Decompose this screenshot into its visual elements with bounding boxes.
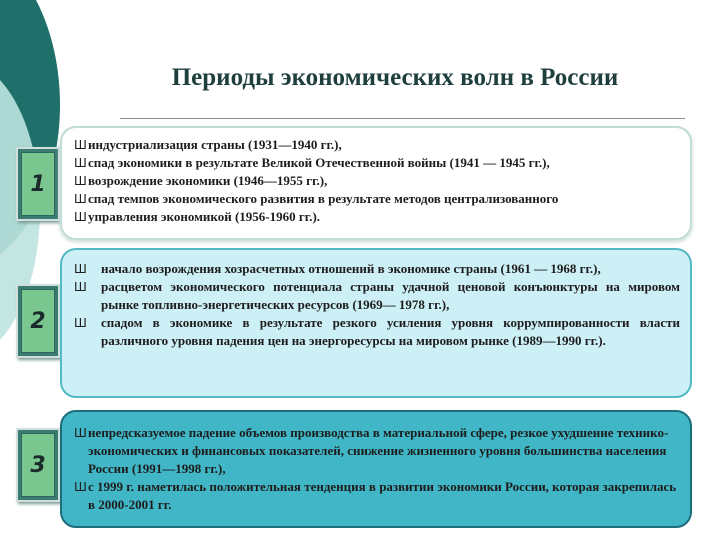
- bullet-glyph: Ш: [74, 192, 87, 206]
- list-item-text: индустриализация страны (1931—1940 гг.),: [88, 137, 342, 152]
- list-item-text: спад темпов экономического развития в результате методов централизованного: [88, 191, 559, 206]
- title-divider: [120, 118, 685, 119]
- bullet-glyph: Ш: [74, 138, 87, 152]
- list-item: [74, 154, 680, 172]
- bullet-glyph: Ш: [74, 262, 87, 276]
- list-item: [74, 260, 680, 278]
- bullet-glyph: Ш: [74, 480, 87, 494]
- list-item-text: начало возрождения хозрасчетных отношений в экономике страны (1961 — 1968 гг.),: [101, 261, 601, 276]
- section-number-2: 2: [21, 289, 55, 353]
- section-number-badge-2: [16, 284, 60, 358]
- bullet-glyph: Ш: [74, 426, 87, 440]
- bullet-glyph: Ш: [74, 210, 87, 224]
- bullet-glyph: Ш: [74, 156, 87, 170]
- bullet-glyph: Ш: [74, 316, 87, 330]
- list-item-text: спадом в экономике в результате резкого усиления уровня коррумпированности власти различного уровня падения цен на энергоресурсы на мировом рынке (1989—1990 гг.).: [101, 315, 680, 348]
- list-item: [74, 208, 680, 226]
- list-item: [74, 314, 680, 350]
- bullet-glyph: Ш: [74, 280, 87, 294]
- period-box-2: [60, 248, 692, 398]
- list-item-text: непредсказуемое падение объемов производства в материальной сфере, резкое ухудшение технико-экономических и финансовых показателей, снижение жизненного уровня большинства населения России (1991—1998 гг.),: [88, 425, 669, 476]
- list-item: [74, 190, 680, 208]
- list-item: [74, 136, 680, 154]
- bullet-glyph: Ш: [74, 174, 87, 188]
- section-number-badge-3: [16, 428, 60, 502]
- section-number-badge-1: [16, 147, 60, 221]
- list-item-text: управления экономикой (1956-1960 гг.).: [88, 209, 321, 224]
- list-item: [74, 278, 680, 314]
- period-box-1: [60, 126, 692, 240]
- list-item-text: расцветом экономического потенциала страны удачной ценовой конъюнктуры на мировом рынке топливно-энергетических ресурсов (1969— 1978 гг.),: [101, 279, 680, 312]
- list-item-text: с 1999 г. наметилась положительная тенденция в развитии экономики России, которая закрепилась в 2000-2001 гг.: [88, 479, 677, 512]
- period-box-3: [60, 410, 692, 528]
- list-item: [74, 172, 680, 190]
- list-item: [74, 478, 680, 514]
- page-title: Периоды экономических волн в России: [171, 64, 619, 91]
- list-item-text: спад экономики в результате Великой Отечественной войны (1941 — 1945 гг.),: [88, 155, 550, 170]
- list-item: [74, 424, 680, 478]
- section-number-3: 3: [21, 433, 55, 497]
- list-item-text: возрождение экономики (1946—1955 гг.),: [88, 173, 328, 188]
- section-number-1: 1: [21, 152, 55, 216]
